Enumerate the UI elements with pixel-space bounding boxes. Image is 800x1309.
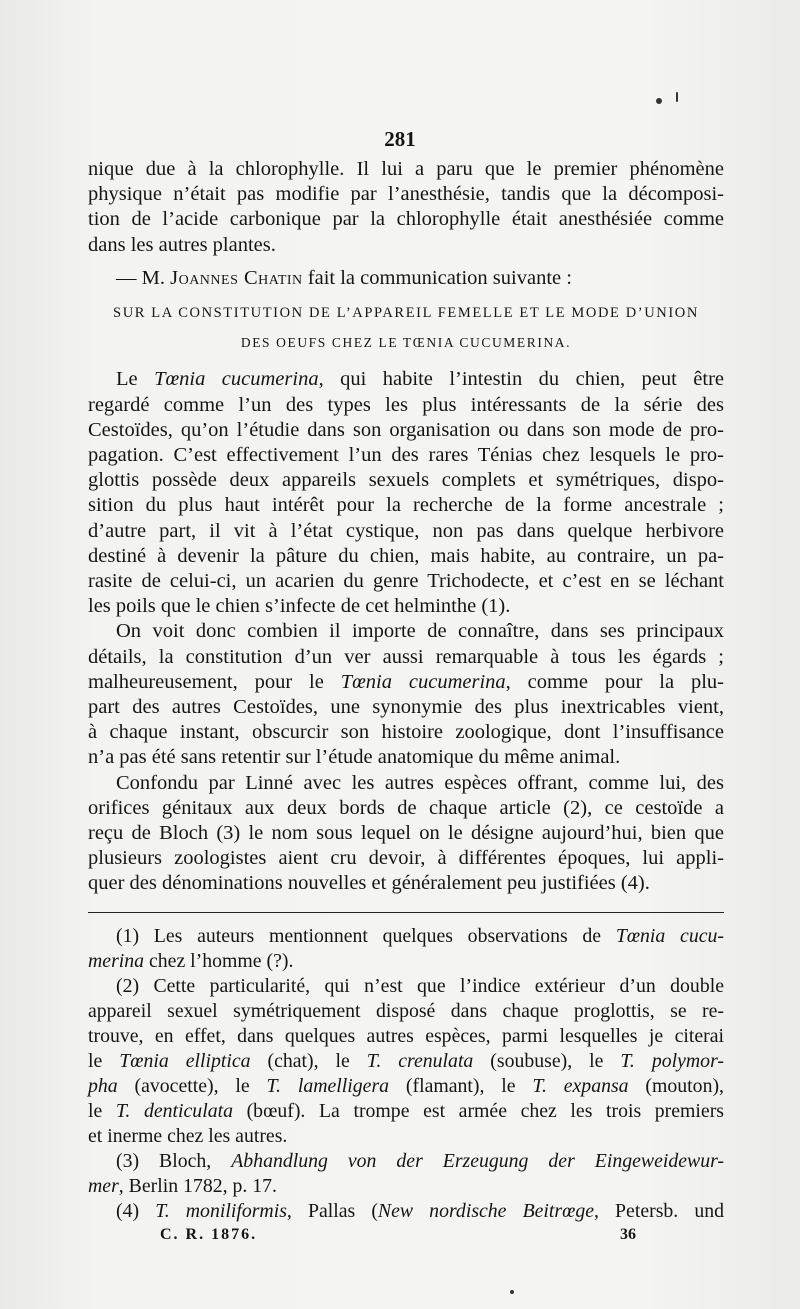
- text-segment: sition du plus haut intérêt pour la recherche de la forme ancestrale ;: [88, 494, 724, 517]
- text-line: [88, 949, 724, 974]
- italic-term: Abhandlung von der Erzeugung der Eingeweidewur-: [231, 1150, 724, 1172]
- text-line: [88, 745, 724, 770]
- text-segment: (flamant), le: [389, 1075, 533, 1097]
- italic-term: merina: [88, 950, 145, 972]
- text-line: [88, 519, 724, 544]
- italic-term: T. polymor-: [620, 1050, 724, 1072]
- text-segment: destiné à devenir la pâture du chien, mais habite, au contraire, un pa-: [88, 544, 724, 567]
- text-segment: détails, la constitution d’un ver aussi remarquable à tous les égards ;: [88, 645, 724, 668]
- text-line: [88, 1099, 724, 1124]
- text-line: tion de l’acide carbonique par la chlorophylle était anesthésiée comme: [88, 208, 724, 231]
- text-segment: Cestoïdes, qu’on l’étudie dans son organisation ou dans son mode de pro-: [88, 418, 724, 441]
- footnote: [88, 1199, 724, 1224]
- ink-speck: [676, 92, 678, 102]
- ink-speck: [656, 98, 662, 104]
- italic-term: New nordische Beitrœge: [377, 1200, 594, 1222]
- italic-term: pha: [88, 1075, 118, 1097]
- paragraph-intro: [88, 157, 724, 258]
- text-line: [88, 720, 724, 745]
- text-segment: (soubuse), le: [473, 1050, 621, 1072]
- text-segment: (2) Cette particularité, qui n’est que l’indice extérieur d’un double: [116, 975, 724, 997]
- text-segment: quer des dénominations nouvelles et généralement peu justifiées (4).: [88, 872, 650, 895]
- text-line: physique n’était pas modifie par l’anesthésie, tandis que la décomposi-: [88, 183, 724, 206]
- italic-term: T. expansa: [532, 1075, 629, 1097]
- text-line: [88, 924, 724, 949]
- text-line: [88, 393, 724, 418]
- footnotes: [88, 924, 724, 1224]
- text-line: [88, 544, 724, 569]
- text-line: [88, 1199, 724, 1224]
- text-line: [88, 569, 724, 594]
- text-segment: regardé comme l’un des types les plus intéressants de la série des: [88, 393, 724, 416]
- text-line: [88, 443, 724, 468]
- ink-speck: [510, 1290, 514, 1294]
- text-segment: chez l’homme (?).: [144, 950, 294, 972]
- text-segment: d’autre part, il vit à l’état cystique, non pas dans quelque herbivore: [88, 519, 724, 542]
- text-line: [88, 871, 724, 896]
- text-segment: pagation. C’est effectivement l’un des rares Ténias chez lesquels le pro-: [88, 444, 724, 467]
- text-segment: n’a pas été sans retentir sur l’étude anatomique du même animal.: [88, 746, 621, 769]
- footnote: [88, 974, 724, 1149]
- article-title-line-1: SUR LA CONSTITUTION DE L’APPAREIL FEMELLE ET LE MODE D’UNION: [113, 305, 699, 322]
- text-line: dans les autres plantes.: [88, 233, 276, 256]
- text-line: [88, 493, 724, 518]
- text-line: [88, 670, 724, 695]
- author-name: Joannes Chatin: [170, 266, 303, 289]
- text-segment: (1) Les auteurs mentionnent quelques observations de: [116, 925, 616, 947]
- text-segment: (3) Bloch,: [116, 1150, 232, 1172]
- text-line: [88, 846, 724, 871]
- text-line: [88, 619, 724, 644]
- text-segment: Confondu par Linné avec les autres espèces offrant, comme lui, des: [116, 771, 724, 794]
- text-segment: , Pallas (: [286, 1200, 378, 1222]
- text-line: [88, 1174, 724, 1199]
- italic-term: T. crenulata: [366, 1050, 474, 1072]
- text-segment: orifices génitaux aux deux bords de chaque article (2), ce cestoïde a: [88, 796, 724, 819]
- text-line: [88, 1124, 724, 1149]
- text-segment: (bœuf). La trompe est armée chez les trois premiers: [232, 1100, 724, 1122]
- article-title-line-2: DES OEUFS CHEZ LE TŒNIA CUCUMERINA.: [240, 335, 572, 351]
- text-segment: le: [88, 1100, 116, 1122]
- text-segment: appareil sexuel symétriquement disposé dans chaque proglottis, se re-: [88, 1000, 724, 1022]
- text-line: [88, 974, 724, 999]
- footnote: [88, 924, 724, 974]
- signature-mark: C. R. 1876.: [160, 1226, 258, 1243]
- text-line: [88, 821, 724, 846]
- text-segment: reçu de Bloch (3) le nom sous lequel on le désigne aujourd’hui, bien que: [88, 822, 724, 845]
- text-segment: part des autres Cestoïdes, une synonymie des plus inextricables vient,: [88, 696, 724, 719]
- footnote-divider: [88, 912, 724, 913]
- text-segment: On voit donc combien il importe de connaître, dans ses principaux: [116, 620, 724, 643]
- italic-term: T. moniliformis: [155, 1200, 287, 1222]
- text-segment: plusieurs zoologistes aient cru devoir, à différentes époques, lui appli-: [88, 847, 724, 870]
- text-line: [88, 796, 724, 821]
- text-segment: les poils que le chien s’infecte de cet helminthe (1).: [88, 595, 511, 618]
- text-segment: et inerme chez les autres.: [88, 1125, 288, 1147]
- text-segment: (mouton),: [628, 1075, 724, 1097]
- text-segment: Le: [116, 368, 155, 391]
- paragraph: [88, 367, 724, 619]
- italic-term: Tœnia cucumerina: [154, 368, 319, 391]
- text-line: [88, 1049, 724, 1074]
- text-segment: (chat), le: [250, 1050, 367, 1072]
- text-line: [88, 367, 724, 392]
- text-line: [88, 468, 724, 493]
- text-line: [88, 999, 724, 1024]
- italic-term: T. denticulata: [115, 1100, 233, 1122]
- text-segment: le: [88, 1050, 120, 1072]
- text-line: [88, 418, 724, 443]
- paragraph: [88, 771, 724, 897]
- italic-term: Tœnia cucu-: [615, 925, 724, 947]
- text-segment: glottis possède deux appareils sexuels complets et symétriques, dispo-: [88, 469, 724, 492]
- page-number: 281: [384, 127, 416, 151]
- text-segment: , Berlin 1782, p. 17.: [118, 1175, 278, 1197]
- text-segment: à chaque instant, obscurcir son histoire zoologique, dont l’insuffisance: [88, 721, 724, 744]
- paragraph: [88, 619, 724, 770]
- italic-term: T. lamelligera: [266, 1075, 390, 1097]
- text-line: [88, 1074, 724, 1099]
- text-line: nique due à la chlorophylle. Il lui a paru que le premier phénomène: [88, 158, 724, 180]
- text-segment: , comme pour la plu-: [505, 670, 725, 693]
- text-segment: (4): [116, 1200, 156, 1222]
- text-line: [88, 1149, 724, 1174]
- italic-term: Tœnia elliptica: [119, 1050, 251, 1072]
- communication-line: — M. Joannes Chatin fait la communication suivante :: [116, 266, 572, 289]
- text-line: [88, 594, 724, 619]
- text-segment: malheureusement, pour le: [88, 670, 341, 693]
- text-segment: rasite de celui-ci, un acarien du genre Trichodecte, et c’est en se léchant: [88, 570, 724, 593]
- text-segment: , Petersb. und: [594, 1200, 725, 1222]
- body-text: [88, 157, 724, 897]
- text-line: [88, 771, 724, 796]
- text-line: [88, 1024, 724, 1049]
- text-segment: , qui habite l’intestin du chien, peut être: [318, 368, 725, 391]
- text-line: [88, 645, 724, 670]
- text-segment: (avocette), le: [117, 1075, 267, 1097]
- italic-term: Tœnia cucumerina: [340, 670, 506, 693]
- text-line: [88, 695, 724, 720]
- sheet-number: 36: [620, 1226, 636, 1243]
- footnote: [88, 1149, 724, 1199]
- italic-term: mer: [88, 1175, 119, 1197]
- text-segment: trouve, en effet, dans quelques autres espèces, parmi lesquelles je citerai: [88, 1025, 724, 1047]
